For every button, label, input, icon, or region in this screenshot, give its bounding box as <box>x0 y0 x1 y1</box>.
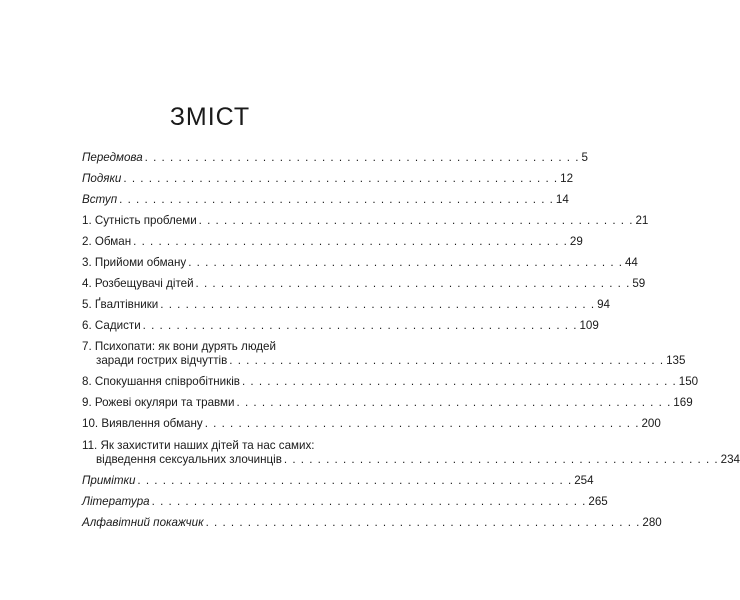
toc-entry-label: 5. Ґвалтівники <box>82 298 159 311</box>
toc-entry-label: Подяки <box>82 172 122 185</box>
toc-page-number: 254 <box>574 474 594 487</box>
toc-entry-label: 7. Психопати: як вони дурять людей <box>82 340 276 353</box>
toc-entry-label: 9. Рожеві окуляри та травми <box>82 396 235 409</box>
toc-entry-chapter-5[interactable] <box>82 298 610 312</box>
toc-entry-label: 4. Розбещувачі дітей <box>82 277 194 290</box>
toc-entry-label: Література <box>82 495 150 508</box>
toc-entry-chapter-9[interactable] <box>82 396 693 410</box>
toc-entry-chapter-11[interactable] <box>82 439 740 467</box>
toc-entry-chapter-1[interactable] <box>82 214 649 228</box>
toc-entry-bibliography[interactable] <box>82 495 608 509</box>
toc-entry-introduction[interactable] <box>82 193 569 207</box>
toc-leader-dots: . . . . . . . . . . . . . . . . . . . . . . . . . . . . . . . . . . . . . . . . . . . . . . . . . . . . <box>144 151 580 164</box>
toc-entry-label: 8. Спокушання співробітників <box>82 375 240 388</box>
toc-leader-dots: . . . . . . . . . . . . . . . . . . . . . . . . . . . . . . . . . . . . . . . . . . . . . . . . . . . . <box>205 516 641 529</box>
toc-leader-dots: . . . . . . . . . . . . . . . . . . . . . . . . . . . . . . . . . . . . . . . . . . . . . . . . . . . . <box>283 453 719 466</box>
toc-entry-label: Вступ <box>82 193 118 206</box>
toc-leader-dots: . . . . . . . . . . . . . . . . . . . . . . . . . . . . . . . . . . . . . . . . . . . . . . . . . . . . <box>142 319 578 332</box>
toc-page-number: 109 <box>579 319 599 332</box>
toc-entry-chapter-7[interactable] <box>82 340 686 368</box>
toc-page-number: 150 <box>678 375 699 388</box>
toc-entry-acknowledgements[interactable] <box>82 172 574 186</box>
toc-page-number: 94 <box>597 298 610 311</box>
toc-entry-chapter-4[interactable] <box>82 277 646 291</box>
toc-leader-dots: . . . . . . . . . . . . . . . . . . . . . . . . . . . . . . . . . . . . . . . . . . . . . . . . . . . . <box>195 277 631 290</box>
toc-page-number: 14 <box>555 193 569 206</box>
toc-leader-dots: . . . . . . . . . . . . . . . . . . . . . . . . . . . . . . . . . . . . . . . . . . . . . . . . . . . . <box>119 193 554 206</box>
toc-page-number: 21 <box>635 214 649 227</box>
toc-entry-label: 2. Обман <box>82 235 132 248</box>
toc-page-number: 265 <box>588 495 608 508</box>
toc-entry-chapter-3[interactable] <box>82 256 638 270</box>
toc-entry-chapter-2[interactable] <box>82 235 583 249</box>
toc-leader-dots: . . . . . . . . . . . . . . . . . . . . . . . . . . . . . . . . . . . . . . . . . . . . . . . . . . . . <box>188 256 623 269</box>
toc-title: ЗМІСТ <box>169 103 251 131</box>
toc-entry-label: 1. Сутність проблеми <box>82 214 197 227</box>
toc-entry-label: Примітки <box>82 474 136 487</box>
toc-entry-label: Передмова <box>82 151 143 164</box>
toc-leader-dots: . . . . . . . . . . . . . . . . . . . . . . . . . . . . . . . . . . . . . . . . . . . . . . . . . . . . <box>123 172 559 185</box>
toc-entry-label: 11. Як захистити наших дітей та нас самих: <box>82 439 315 452</box>
toc-leader-dots: . . . . . . . . . . . . . . . . . . . . . . . . . . . . . . . . . . . . . . . . . . . . . . . . . . . . <box>137 474 573 487</box>
toc-page-number: 29 <box>569 235 583 248</box>
toc-page-number: 280 <box>642 516 662 529</box>
toc-leader-dots: . . . . . . . . . . . . . . . . . . . . . . . . . . . . . . . . . . . . . . . . . . . . . . . . . . . . <box>151 495 587 508</box>
toc-page-number: 234 <box>720 453 740 466</box>
toc-page-number: 169 <box>673 396 693 409</box>
toc-page-number: 59 <box>632 277 646 290</box>
toc-leader-dots: . . . . . . . . . . . . . . . . . . . . . . . . . . . . . . . . . . . . . . . . . . . . . . . . . . . . <box>229 354 665 367</box>
toc-leader-dots: . . . . . . . . . . . . . . . . . . . . . . . . . . . . . . . . . . . . . . . . . . . . . . . . . . . . <box>160 298 596 311</box>
toc-page-number: 200 <box>641 417 661 430</box>
toc-entry-label: 3. Прийоми обману <box>82 256 187 269</box>
toc-page-number: 12 <box>560 172 574 185</box>
toc-entry-label: Алфавітний покажчик <box>82 516 204 529</box>
toc-entry-label-continued: заради гострих відчуттів <box>96 354 228 367</box>
toc-leader-dots: . . . . . . . . . . . . . . . . . . . . . . . . . . . . . . . . . . . . . . . . . . . . . . . . . . . . <box>236 396 672 409</box>
toc-entry-chapter-6[interactable] <box>82 319 599 333</box>
toc-entry-index[interactable] <box>82 516 662 530</box>
toc-entry-chapter-8[interactable] <box>82 375 699 389</box>
toc-leader-dots: . . . . . . . . . . . . . . . . . . . . . . . . . . . . . . . . . . . . . . . . . . . . . . . . . . . . <box>198 214 634 227</box>
toc-leader-dots: . . . . . . . . . . . . . . . . . . . . . . . . . . . . . . . . . . . . . . . . . . . . . . . . . . . . <box>241 375 677 388</box>
toc-entry-label-continued: відведення сексуальних злочинців <box>96 453 282 466</box>
toc-leader-dots: . . . . . . . . . . . . . . . . . . . . . . . . . . . . . . . . . . . . . . . . . . . . . . . . . . . . <box>204 417 640 430</box>
toc-entry-label: 6. Садисти <box>82 319 141 332</box>
toc-entry-chapter-10[interactable] <box>82 417 661 431</box>
toc-entry-label: 10. Виявлення обману <box>82 417 203 430</box>
toc-leader-dots: . . . . . . . . . . . . . . . . . . . . . . . . . . . . . . . . . . . . . . . . . . . . . . . . . . . . <box>133 235 568 248</box>
toc-page-number: 5 <box>581 151 588 164</box>
toc-entry-notes[interactable] <box>82 474 594 488</box>
toc-entry-foreword[interactable] <box>82 151 588 165</box>
toc-page-number: 135 <box>666 354 686 367</box>
toc-page-number: 44 <box>624 256 638 269</box>
